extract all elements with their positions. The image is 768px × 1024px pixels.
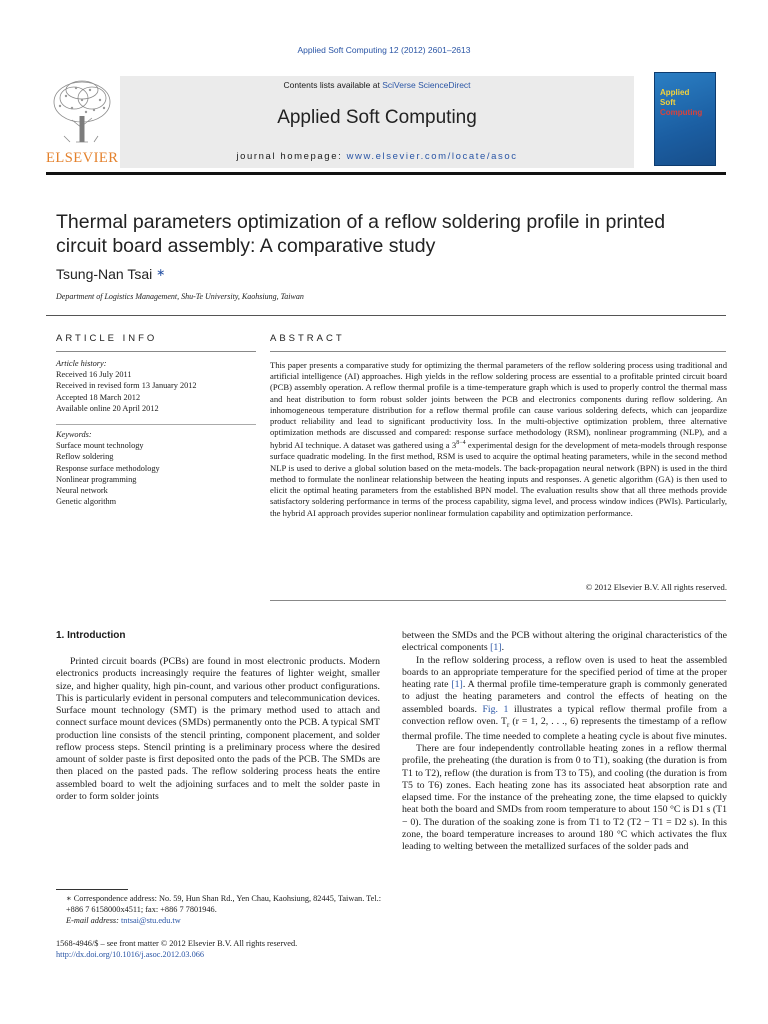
body-right-column [402,630,727,853]
keywords-label: Keywords: [56,430,92,439]
history-label: Article history: [56,359,107,368]
cover-title-line1: Applied [660,88,690,97]
author-email-link[interactable]: tntsai@stu.edu.tw [121,915,181,925]
journal-name: Applied Soft Computing [277,107,477,128]
header-rule [46,172,726,175]
cover-title-line3: Computing [660,108,703,117]
abstract-text: This paper presents a comparative study for optimizing the thermal parameters of the reflow soldering process using traditional and artificial intelligence (AI) approaches. High yields in the reflow soldering process are essential to a profitable printed circuit board (PCB) assembly operation. A reflow thermal profile is a time-temperature graph which is used to properly control the thermal mass and heat distribution to form robust solder joints between the PCB and electronics components during reflow soldering. An inhomogeneous temperature distribution for a reflow thermal profile can cause various soldering defects, which can jeopardize product reliability and lead to significant productivity loss. In the multi-objective optimization problem, three alternative optimization methods are discussed and compared: response surface methodology (RSM), nonlinear programming (NLP), and a hybrid AI technique. A dataset was gathered using a $3^{8-4}$ experimental design for the development of meta-models through response surface quadratic modeling. In the first method, RSM is used to acquire the optimal heating parameters, while in the second method NLP is used to derive a global solution based on the meta-models. The back-propagation neural network (BPN) is used in the third method to formulate the nonlinear relationship between the heating inputs and responses. A genetic algorithm (GA) is then used to elicit the optimal heating parameters from the established BPN model. The evaluation results show that all three methods provide satisfactory soldering performance in terms of the process capability, sigma level, and process window indices (PWIs). Particularly, the hybrid AI approach provides superior nonlinear formulation capability and optimization performance. [270,360,727,518]
footnote-rule [56,889,128,890]
keyword-item: Nonlinear programming [56,474,137,484]
article-info-heading: ARTICLE INFO [56,333,158,344]
keyword-item: Response surface methodology [56,463,160,473]
front-matter [56,938,386,960]
reference-link[interactable]: [1] [490,642,502,654]
history-item: Received in revised form 13 January 2012 [56,381,197,391]
journal-citation[interactable]: Applied Soft Computing 12 (2012) 2601–2613 [297,45,471,55]
keyword-item: Reflow soldering [56,452,114,462]
section-heading-introduction: 1. Introduction [56,630,126,641]
corresponding-author-mark[interactable]: ∗ [156,267,166,279]
keyword-item: Surface mount technology [56,441,144,451]
journal-cover-thumbnail[interactable] [654,72,716,166]
doi-link[interactable]: http://dx.doi.org/10.1016/j.asoc.2012.03.066 [56,950,205,959]
sciencedirect-link[interactable]: SciVerse ScienceDirect [382,80,471,90]
body-paragraph: There are four independently controllable heating zones in a reflow thermal profile, the preheating (the duration is from 0 to T1), soaking (the duration is from T1 to T2), reflow (the duration is from T3 to T5), and cooling (the duration is from T5 to T6) zones. Each heating zone has its associated heat absorption rate and elapsed time. For the instance of the preheating zone, the time elapsed to quickly heat both the board and SMDs from room temperature to about 150 °C is D1 s (T1 − 0). The duration of the soaking zone is from T1 to T2 (T2 − T1 = D2 s). In this zone, the board temperature increases to around 180 °C which activates the flux leading to welting between the metallized surfaces of the solder pads and [402,743,727,853]
keywords-list [56,429,256,507]
article-info-rule [56,351,256,352]
cover-title-line2: Soft [660,98,676,107]
title-rule [46,315,726,316]
journal-homepage: journal homepage: www.elsevier.com/locate/asoc [236,151,518,162]
body-paragraph: In the reflow soldering process, a reflow oven is used to heat the assembled boards to an appropriate temperature for the specified period of time at the proper heating rate [1]. A thermal profile time-temperature graph is commonly generated to adjust the heating parameters and control the effects of heating on the assembled boards. Fig. 1 illustrates a typical reflow thermal profile from a convection reflow oven. $T_r$ (r = 1, 2, . . ., 6) represents the timestamp of a reflow thermal profile. The time needed to complete a heating cycle is about five minutes. [402,654,727,742]
reference-link[interactable]: [1] [451,679,463,690]
body-left-column [56,656,380,803]
abstract-copyright: © 2012 Elsevier B.V. All rights reserved. [585,582,727,592]
abstract-bottom-rule [270,600,726,601]
body-paragraph: between the SMDs and the PCB without altering the original characteristics of the electrical components [1]. [402,630,727,654]
issn-line: 1568-4946/$ – see front matter © 2012 Elsevier B.V. All rights reserved. [56,939,298,948]
article-history [56,358,256,414]
history-item: Accepted 18 March 2012 [56,392,141,402]
author-affiliation: Department of Logistics Management, Shu-Te University, Kaohsiung, Taiwan [56,292,304,301]
body-paragraph: Printed circuit boards (PCBs) are found in most electronic products. Modern electronics products increasingly require the features of lighter weight, smaller size, and higher quality, high pin-count, and various other product configurations. This is particularly evident in personal computers and telecommunication devices. Surface mount technology (SMT) is the primary method used to attach and connect surface mount devices (SMDs) permanently onto the PCB. A typical SMT production line consists of the stencil printing, component placement, and solder reflow process steps. Stencil printing is a preliminary process where the desired amount of solder paste is first deposited onto the pads of the PCB. The SMDs are then placed on the pasted pads. The reflow soldering process heats the entire assembled board to welt the adjoining surfaces and to melt the solder paste in order to form solder joints [56,656,380,802]
article-title: Thermal parameters optimization of a reflow soldering profile in printed circuit board assembly: A comparative study [56,211,666,257]
contents-line: Contents lists available at SciVerse ScienceDirect [283,80,471,90]
history-item: Available online 20 April 2012 [56,403,159,413]
elsevier-wordmark: ELSEVIER [46,150,119,166]
keyword-item: Neural network [56,486,108,496]
abstract-rule [270,351,726,352]
keywords-rule [56,424,256,425]
homepage-link[interactable]: www.elsevier.com/locate/asoc [346,151,518,162]
abstract-heading: ABSTRACT [270,333,345,344]
correspondence-footnote: ∗ Correspondence address: No. 59, Hun Shan Rd., Yen Chau, Kaohsiung, 82445, Taiwan. Tel.: +886 7 6158000x4511; fax: +886 7 7801946. E-mail address: tntsai@stu.edu.tw [66,894,382,925]
figure-link[interactable]: Fig. 1 [482,703,509,715]
history-item: Received 16 July 2011 [56,370,132,380]
keyword-item: Genetic algorithm [56,497,117,507]
author-name: Tsung-Nan Tsai ∗ [56,266,166,282]
